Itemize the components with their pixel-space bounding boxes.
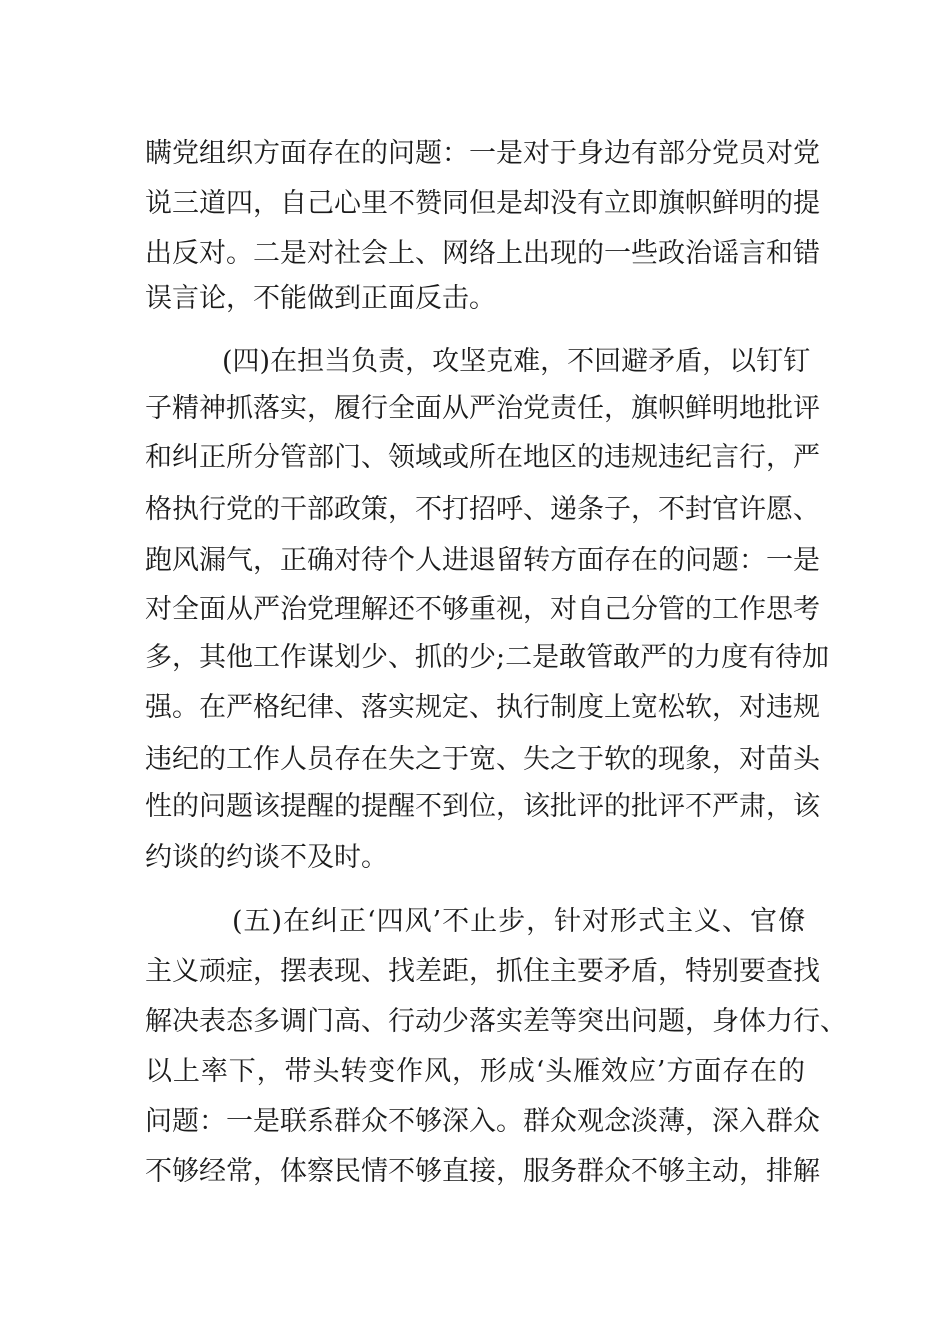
text-line: 说三道四，自己心里不赞同但是却没有立即旗帜鲜明的提 <box>145 188 820 219</box>
text-line: 不够经常，体察民情不够直接，服务群众不够主动，排解 <box>145 1156 820 1187</box>
text-line: 子精神抓落实，履行全面从严治党责任，旗帜鲜明地批评 <box>145 393 820 424</box>
text-line: 解决表态多调门高、行动少落实差等突出问题，身体力行、 <box>145 1006 847 1037</box>
text-line: 违纪的工作人员存在失之于宽、失之于软的现象，对苗头 <box>145 744 820 775</box>
text-line: 误言论，不能做到正面反击。 <box>145 283 496 314</box>
text-line: 多，其他工作谋划少、抓的少;二是敢管敢严的力度有待加 <box>145 642 830 673</box>
text-line: 格执行党的干部政策，不打招呼、递条子，不封官许愿、 <box>145 494 820 525</box>
text-line: 瞒党组织方面存在的问题：一是对于身边有部分党员对党 <box>145 138 820 169</box>
text-line: 以上率下，带头转变作风，形成‘头雁效应’方面存在的 <box>145 1056 805 1087</box>
text-line: 强。在严格纪律、落实规定、执行制度上宽松软，对违规 <box>145 692 820 723</box>
text-line: 性的问题该提醒的提醒不到位，该批评的批评不严肃，该 <box>145 791 820 822</box>
paragraph-heading-line: (五)在纠正‘四风’不止步，针对形式主义、官僚 <box>232 906 805 937</box>
text-line: 约谈的约谈不及时。 <box>145 842 388 873</box>
text-line: 问题：一是联系群众不够深入。群众观念淡薄，深入群众 <box>145 1106 820 1137</box>
text-line: 出反对。二是对社会上、网络上出现的一些政治谣言和错 <box>145 238 820 269</box>
text-line: 主义顽症，摆表现、找差距，抓住主要矛盾，特别要查找 <box>145 956 820 987</box>
text-line: 对全面从严治党理解还不够重视，对自己分管的工作思考 <box>145 594 820 625</box>
text-line: 和纠正所分管部门、领域或所在地区的违规违纪言行，严 <box>145 442 820 473</box>
text-line: 跑风漏气，正确对待个人进退留转方面存在的问题：一是 <box>145 545 820 576</box>
paragraph-heading-line: (四)在担当负责，攻坚克难，不回避矛盾，以钉钉 <box>222 346 811 377</box>
